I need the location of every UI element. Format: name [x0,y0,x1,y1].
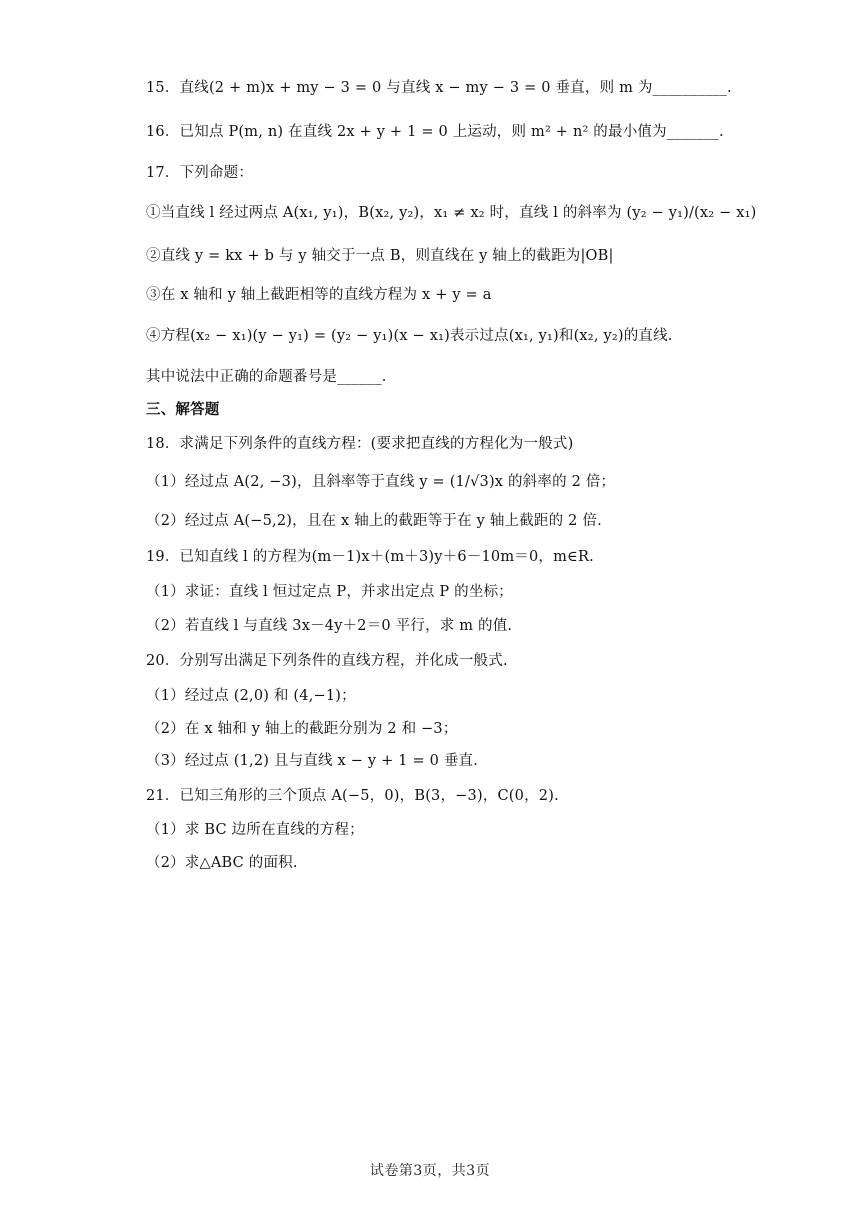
question-19: 19．已知直线 l 的方程为(m－1)x＋(m＋3)y＋6－10m＝0，m∈R. [146,549,594,565]
question-18-part-2: （2）经过点 A(−5,2)，且在 x 轴上的截距等于在 y 轴上截距的 2 倍. [146,513,602,529]
question-17-item-4: ④方程(x₂ − x₁)(y − y₁) = (y₂ − y₁)(x − x₁)表示过点(x₁, y₁)和(x₂, y₂)的直线. [146,328,673,344]
section-title: 三、解答题 [146,401,220,418]
question-17-prompt: 其中说法中正确的命题番号是______. [146,369,387,385]
question-17-item-3: ③在 x 轴和 y 轴上截距相等的直线方程为 x + y = a [146,287,492,303]
question-19-part-2: （2）若直线 l 与直线 3x－4y＋2＝0 平行，求 m 的值. [146,618,513,634]
question-20: 20．分别写出满足下列条件的直线方程，并化成一般式. [146,653,508,669]
page-footer: 试卷第3页，共3页 [369,1163,491,1179]
question-18: 18．求满足下列条件的直线方程：(要求把直线的方程化为一般式) [146,436,574,452]
question-21-part-1: （1）求 BC 边所在直线的方程； [146,822,364,838]
question-17: 17．下列命题： [146,165,254,181]
question-19-part-1: （1）求证：直线 l 恒过定点 P，并求出定点 P 的坐标； [146,584,513,600]
question-17-item-2: ②直线 y = kx + b 与 y 轴交于一点 B，则直线在 y 轴上的截距为|OB| [146,248,614,264]
question-21-part-2: （2）求△ABC 的面积. [146,855,298,871]
question-20-part-1: （1）经过点 (2,0) 和 (4,−1)； [146,688,356,704]
question-21: 21．已知三角形的三个顶点 A(−5，0)，B(3，−3)，C(0，2). [146,788,559,804]
question-20-part-2: （2）在 x 轴和 y 轴上的截距分别为 2 和 −3； [146,721,458,737]
question-17-item-1: ①当直线 l 经过两点 A(x₁, y₁)，B(x₂, y₂)，x₁ ≠ x₂ 时，直线 l 的斜率为 (y₂ − y₁)/(x₂ − x₁) [146,205,757,221]
question-15: 15．直线(2 + m)x + my − 3 = 0 与直线 x − my − 3 = 0 垂直，则 m 为__________. [146,80,732,96]
question-20-part-3: （3）经过点 (1,2) 且与直线 x − y + 1 = 0 垂直. [146,753,479,769]
question-18-part-1: （1）经过点 A(2, −3)，且斜率等于直线 y = (1/√3)x 的斜率的 2 倍； [146,474,616,490]
question-16: 16．已知点 P(m, n) 在直线 2x + y + 1 = 0 上运动，则 m² + n² 的最小值为_______. [146,124,724,140]
